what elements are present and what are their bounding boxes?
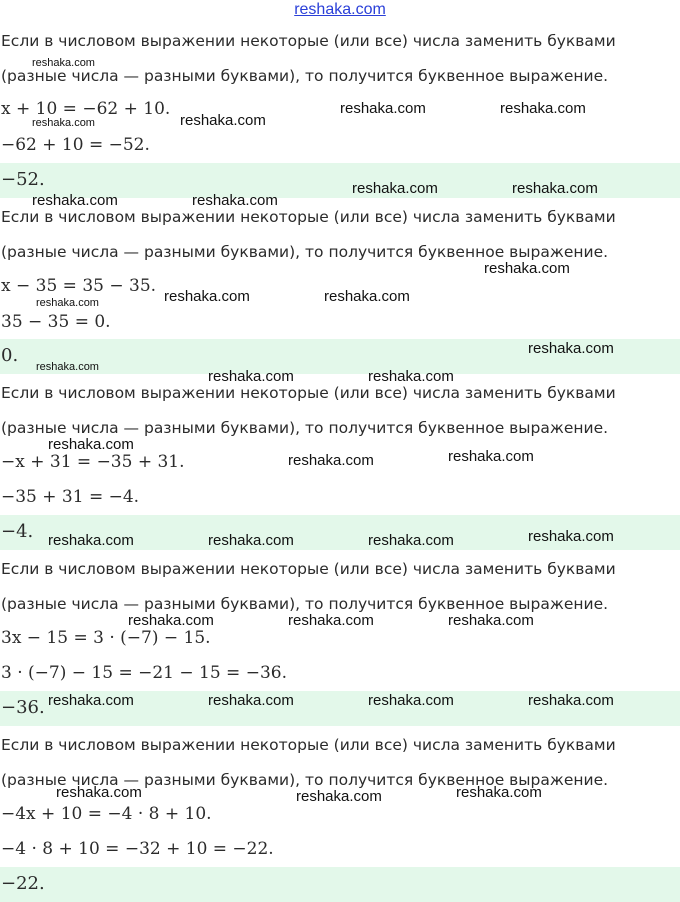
watermark: reshaka.com [340, 100, 426, 117]
expression-line: −x + 31 = −35 + 31. [1, 452, 185, 472]
watermark: reshaka.com [512, 180, 598, 197]
intro-line-2: (разные числа — разными буквами), то получится буквенное выражение. [1, 595, 609, 613]
watermark: reshaka.com [128, 612, 214, 629]
answer-band [0, 867, 680, 902]
intro-line-2: (разные числа — разными буквами), то получится буквенное выражение. [1, 419, 609, 437]
watermark: reshaka.com [484, 260, 570, 277]
answer-text: −36. [1, 697, 45, 718]
watermark: reshaka.com [296, 788, 382, 805]
watermark: reshaka.com [56, 784, 142, 801]
watermark: reshaka.com [208, 368, 294, 385]
expression-line: 3x − 15 = 3 · (−7) − 15. [1, 628, 211, 648]
intro-line-1: Если в числовом выражении некоторые (или все) числа заменить буквами [1, 560, 616, 578]
intro-line-2: (разные числа — разными буквами), то получится буквенное выражение. [1, 771, 609, 789]
watermark: reshaka.com [288, 452, 374, 469]
watermark: reshaka.com [48, 692, 134, 709]
calculation-line: −4 · 8 + 10 = −32 + 10 = −22. [1, 839, 274, 859]
calculation-line: −62 + 10 = −52. [1, 135, 150, 155]
answer-text: −22. [1, 873, 45, 894]
intro-line-2: (разные числа — разными буквами), то получится буквенное выражение. [1, 67, 609, 85]
answer-text: −4. [1, 521, 34, 542]
watermark: reshaka.com [456, 784, 542, 801]
intro-line-1: Если в числовом выражении некоторые (или все) числа заменить буквами [1, 208, 616, 226]
calculation-line: 3 · (−7) − 15 = −21 − 15 = −36. [1, 663, 287, 683]
watermark: reshaka.com [288, 612, 374, 629]
watermark: reshaka.com [324, 288, 410, 305]
intro-line-1: Если в числовом выражении некоторые (или все) числа заменить буквами [1, 32, 616, 50]
intro-line-2: (разные числа — разными буквами), то получится буквенное выражение. [1, 243, 609, 261]
expression-line: x + 10 = −62 + 10. [1, 99, 171, 119]
watermark: reshaka.com [208, 532, 294, 549]
intro-line-1: Если в числовом выражении некоторые (или все) числа заменить буквами [1, 736, 616, 754]
watermark: reshaka.com [32, 57, 95, 69]
intro-line-1: Если в числовом выражении некоторые (или все) числа заменить буквами [1, 384, 616, 402]
watermark: reshaka.com [48, 532, 134, 549]
watermark: reshaka.com [368, 532, 454, 549]
watermark: reshaka.com [208, 692, 294, 709]
calculation-line: 35 − 35 = 0. [1, 312, 111, 332]
watermark: reshaka.com [36, 361, 99, 373]
calculation-line: −35 + 31 = −4. [1, 487, 140, 507]
watermark: reshaka.com [500, 100, 586, 117]
watermark: reshaka.com [528, 340, 614, 357]
answer-text: 0. [1, 345, 19, 366]
watermark: reshaka.com [448, 612, 534, 629]
watermark: reshaka.com [32, 117, 95, 129]
watermark: reshaka.com [352, 180, 438, 197]
watermark: reshaka.com [448, 448, 534, 465]
watermark: reshaka.com [192, 192, 278, 209]
watermark: reshaka.com [528, 528, 614, 545]
watermark: reshaka.com [36, 297, 99, 309]
expression-line: x − 35 = 35 − 35. [1, 276, 157, 296]
answer-text: −52. [1, 169, 45, 190]
site-link[interactable]: reshaka.com [294, 1, 386, 18]
watermark: reshaka.com [528, 692, 614, 709]
watermark: reshaka.com [368, 368, 454, 385]
watermark: reshaka.com [180, 112, 266, 129]
watermark: reshaka.com [368, 692, 454, 709]
watermark: reshaka.com [48, 436, 134, 453]
expression-line: −4x + 10 = −4 · 8 + 10. [1, 804, 212, 824]
watermark: reshaka.com [164, 288, 250, 305]
watermark: reshaka.com [32, 192, 118, 209]
